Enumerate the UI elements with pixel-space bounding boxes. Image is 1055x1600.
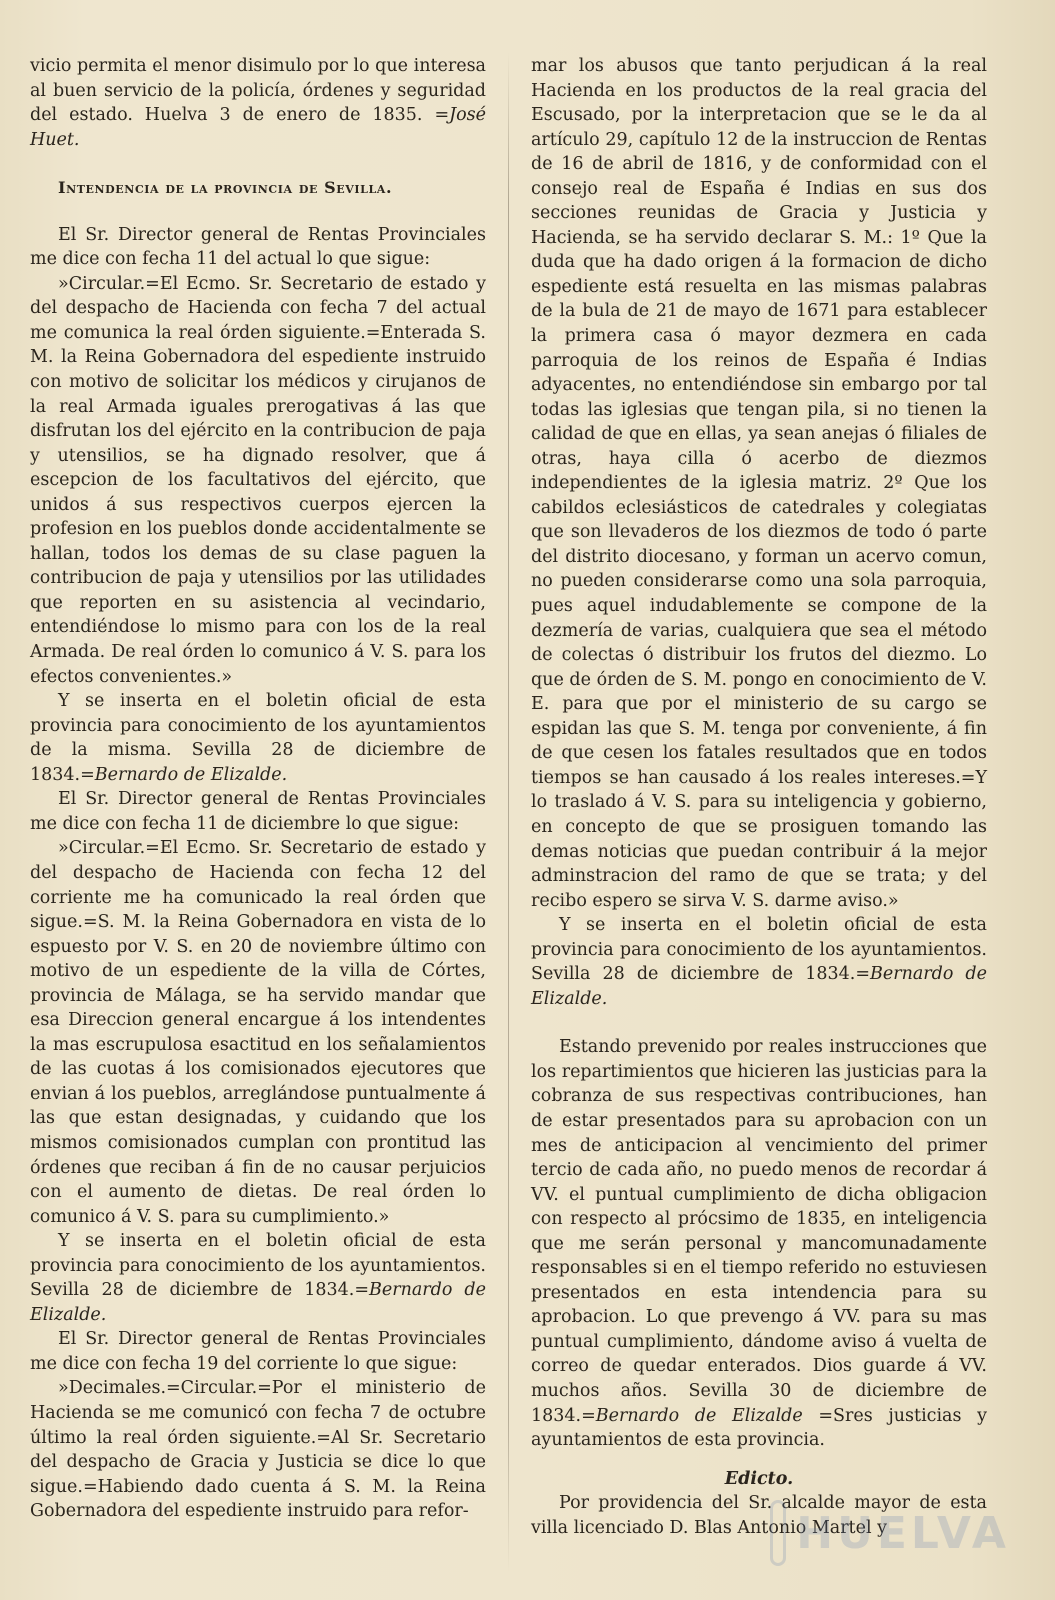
paragraph-continued: vicio permita el menor disimulo por lo que interesa al buen servicio de la policía, órdenes y seguridad del estado. Huelva 3 de enero de 1835. =José Huet. [30, 56, 486, 150]
circular-text: »Circular.=El Ecmo. Sr. Secretario de estado y del despacho de Hacienda con fecha 7 del actual me comunica la real órden siguiente.=Enterada S. M. la Reina Gobernadora del espediente instruido con motivo de solicitar los médicos y cirujanos de la real Armada iguales prerogativas á las que disfrutan los del ejército en la contribucion de paja y utensilios, se ha dignado resolver, que á escepcion de los facultativos del ejército, que unidos á sus respectivos cuerpos ejercen la profesion en los pueblos donde accidentalmente se hallan, todos los demas de su clase paguen la contribucion de paja y utensilios por las utilidades que reporten en su asistencia al vecindario, entendiéndose lo mismo para con los de la real Armada. De real órden lo comunico á V. S. para los efectos convenientes.» [30, 273, 486, 687]
archive-watermark [770, 1488, 1010, 1578]
watermark-text: HUELVA [796, 1507, 1010, 1559]
signature: Bernardo de Elizalde. [94, 764, 288, 785]
paragraph: Y se inserta en el boletin oficial de esta provincia para conocimiento de los ayuntamientos de la misma. Sevilla 28 de diciembre de 1834.=Bernardo de Elizalde. [30, 691, 486, 785]
paragraph: Y se inserta en el boletin oficial de esta provincia para conocimiento de los ayuntamientos. Sevilla 28 de diciembre de 1834.=Bernardo de Elizalde. [531, 915, 987, 1009]
column-divider [508, 52, 509, 1572]
paragraph-continued: mar los abusos que tanto perjudican á la real Hacienda en los productos de la real gracia del Escusado, por la interpretacion que se le da al artículo 29, capítulo 12 de la instruccion de Rentas de 16 de abril de 1816, y de conformidad con el consejo real de España é Indias en sus dos secciones reunidas de Gracia y Justicia y Hacienda, se ha servido declarar S. M.: 1º Que la duda que ha dado origen á la formacion de dicho espediente está resuelta en las mismas palabras de la bula de 21 de mayo de 1671 para establecer la primera casa ó mayor dezmera en cada parroquia de los reinos de España é Indias adyacentes, no entendiéndose sin embargo por tal todas las iglesias que tengan pila, si no tienen la calidad de que en ellas, ya sean anejas ó filiales de otras, haya cilla ó acerbo de diezmos independientes de la iglesia matriz. 2º Que los cabildos eclesiásticos de catedrales y colegiatas que son llevaderos de los diezmos de todo ó parte del distrito diocesano, y forman un acervo comun, no pueden considerarse como una sola parroquia, pues aquel indudablemente se compone de la dezmería de varias, cualquiera que sea el método de colectas ó distribuir los frutos del diezmo. Lo que de órden de S. M. pongo en conocimiento de V. E. para que por el ministerio de su cargo se espidan las que S. M. tenga por conveniente, á fin de que cesen los fatales resultados que en todos tiempos se han causado á los reales intereses.=Y lo traslado á V. S. para su inteligencia y gobierno, en concepto de que se prosiguen tomando las demas noticias que puedan contribuir á la mejor adminstracion del ramo de que se trata; y del recibo espero se sirva V. S. darme aviso.» [531, 56, 987, 911]
signature: Bernardo de Elizalde [595, 1405, 803, 1426]
signature: Bernardo de Elizalde. [531, 964, 987, 1009]
paragraph: El Sr. Director general de Rentas Provinciales me dice con fecha 11 de diciembre lo que sigue: [30, 789, 486, 834]
edicto-heading: Edicto. [724, 1468, 794, 1489]
paragraph: Estando prevenido por reales instrucciones que los repartimientos que hicieren las justicias para la cobranza de sus respectivas contribuciones, han de estar presentados para su aprobacion con un mes de anticipacion al vencimiento del primer tercio de cada año, no puedo menos de recordar á VV. el puntual cumplimiento de dicha obligacion con respecto al prócsimo de 1835, en inteligencia que me serán personal y mancomunadamente responsables si en el tiempo referido no estuviesen presentados en esta intendencia para su aprobacion. Lo que prevengo á VV. para su mas puntual cumplimiento, dándome aviso á vuelta de correo de quedar enterados. Dios guarde á VV. muchos años. Sevilla 30 de diciembre de 1834.=Bernardo de Elizalde =Sres justicias y ayuntamientos de esta provincia. [531, 1037, 987, 1451]
circular-text: »Decimales.=Circular.=Por el ministerio de Hacienda se me comunicó con fecha 7 de octubre último la real órden siguiente.=Al Sr. Secretario del despacho de Gracia y Justicia se dice lo que sigue.=Habiendo dado cuenta á S. M. la Reina Gobernadora del espediente instruido para refor- [30, 1378, 486, 1522]
circular-text: »Circular.=El Ecmo. Sr. Secretario de estado y del despacho de Hacienda con fecha 12 del corriente me ha comunicado la real órden que sigue.=S. M. la Reina Gobernadora en vista de lo espuesto por V. S. en 20 de noviembre último con motivo de un espediente de la villa de Córtes, provincia de Málaga, se ha servido mandar que esa Direccion general encargue á los intendentes la mas escrupulosa esactitud en los señalamientos de las cuotas á los comisionados ejecutores que envian á los pueblos, arreglándose puntualmente á las que estan designadas, y cuidando que los mismos comisionados cumplan con prontitud las órdenes que reciban á fin de no causar perjuicios con el aumento de dietas. De real órden lo comunico á V. S. para su cumplimiento.» [30, 838, 486, 1227]
left-column [30, 54, 486, 1524]
paragraph: Y se inserta en el boletin oficial de esta provincia para conocimiento de los ayuntamientos. Sevilla 28 de diciembre de 1834.=Bernardo de Elizalde. [30, 1231, 486, 1325]
right-column [531, 54, 987, 1540]
section-gap [531, 1011, 987, 1035]
paragraph: Por providencia del Sr. alcalde mayor de esta villa licenciado D. Blas Antonio Martel y [531, 1493, 987, 1538]
seal-icon [770, 1500, 786, 1566]
signature-jose-huet: =José Huet. [30, 105, 486, 150]
paragraph: El Sr. Director general de Rentas Provinciales me dice con fecha 11 del actual lo que sigue: [30, 224, 486, 270]
signature: Bernardo de Elizalde. [30, 1280, 486, 1325]
section-heading: Intendencia de la provincia de Sevilla. [58, 178, 393, 198]
paragraph: El Sr. Director general de Rentas Provinciales me dice con fecha 19 del corriente lo que sigue: [30, 1329, 486, 1374]
